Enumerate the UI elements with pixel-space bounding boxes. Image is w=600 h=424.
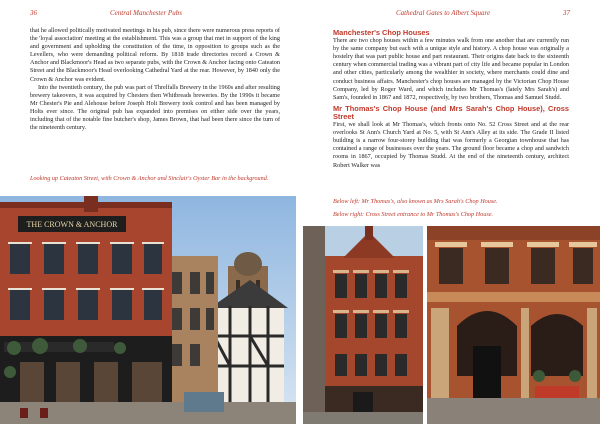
- right-running-head: Cathedral Gates to Albert Square: [396, 9, 491, 17]
- section-heading-mr-thomas: Mr Thomas's Chop House (and Mrs Sarah's Chop House), Cross Street: [333, 103, 569, 121]
- right-page-number: 37: [563, 9, 570, 17]
- left-caption: Looking up Cateaton Street, with Crown & Anchor and Sinclair's Oyster Bar in the background.: [30, 175, 269, 182]
- left-paragraph-1: that he allowed politically motivated meetings in his pub, since there were numerous press reports of the 'loyal association' meeting at the establishment. This was a group that met in support of the king and government and upholding the constitution of the time, in opposition to groups such as the Levellers, who were demanding political reform. By 1818 trade directories record a Crown & Anchor and Blackmoor's Head as two separate pubs, with the Crown & Anchor facing onto Cateaton Street and the Blackmoor's Head overlooking Cathedral Yard at the rear. However, by 1840 only the Crown & Anchor was evident.: [30, 27, 280, 83]
- crown-and-anchor-photo: [0, 196, 296, 424]
- section-text-chop-houses: There are two chop houses within a few minutes walk from one another that are currently run by the same company but each with a unique style and history. A chop house was originally a hostelry that was part public house and part restaurant. Their origins date back to the sixteenth century when commercial trading was a vibrant part of city life and became popular in London and other cities, particularly among the wealthier in society, where merchants could dine and conduct business affairs. Manchester's chop houses are managed by the Victorian Chop House Company, led by Roger Ward, and which includes Mr Thomas's (lately Mrs Sarah's) and Sam's, founded in 1867 and 1872, respectively, by two brothers, Thomas and Samuel Studd.: [333, 37, 569, 101]
- mr-thomas-photo-left: [303, 226, 423, 424]
- crown-and-anchor-illustration: [0, 196, 296, 424]
- section-heading-chop-houses: Manchester's Chop Houses: [333, 28, 430, 37]
- right-page: [300, 0, 600, 424]
- left-page-number: 36: [30, 9, 37, 17]
- mr-thomas-entrance-illustration: [427, 226, 600, 424]
- mr-thomas-photo-right: [427, 226, 600, 424]
- mr-thomas-street-illustration: [303, 226, 423, 424]
- right-body-text: [333, 29, 569, 170]
- left-body-text: [30, 27, 280, 132]
- section-text-mr-thomas: First, we shall look at Mr Thomas's, which fronts onto No. 52 Cross Street and at the rear overlooks St Ann's Church Yard at No. 5, with St Ann's Alley at its side. The Grade II listed building is a narrow four-storey building that was formerly a Georgian townhouse that has contained a range of businesses over the years. The ground floor became a chop and sandwich rooms in 1867, occupied by Thomas Studd. At the end of the nineteenth century, architect Robert Walker was: [333, 121, 569, 169]
- pub-sign-text: THE CROWN & ANCHOR: [26, 220, 118, 229]
- left-running-head: Central Manchester Pubs: [110, 9, 182, 17]
- left-paragraph-2: Into the twentieth century, the pub was part of Threlfalls Brewery in the 1960s and after resulting brewery takeovers, it was acquired by Chesters then Whitbreads breweries. By the 1990s it became Mr Chester's Pie and Alehouse before Joseph Holt Brewery took control and has been managed by Holts ever since. The original pub has expanded into premises on either side over the years, including that of the notable fine butcher's shop, James Brown, that had been there since the turn of the nineteenth century.: [30, 83, 280, 132]
- caption-below-right: Below right: Cross Street entrance to Mr Thomas's Chop House.: [333, 211, 494, 218]
- caption-below-left: Below left: Mr Thomas's, also known as Mrs Sarah's Chop House.: [333, 198, 498, 205]
